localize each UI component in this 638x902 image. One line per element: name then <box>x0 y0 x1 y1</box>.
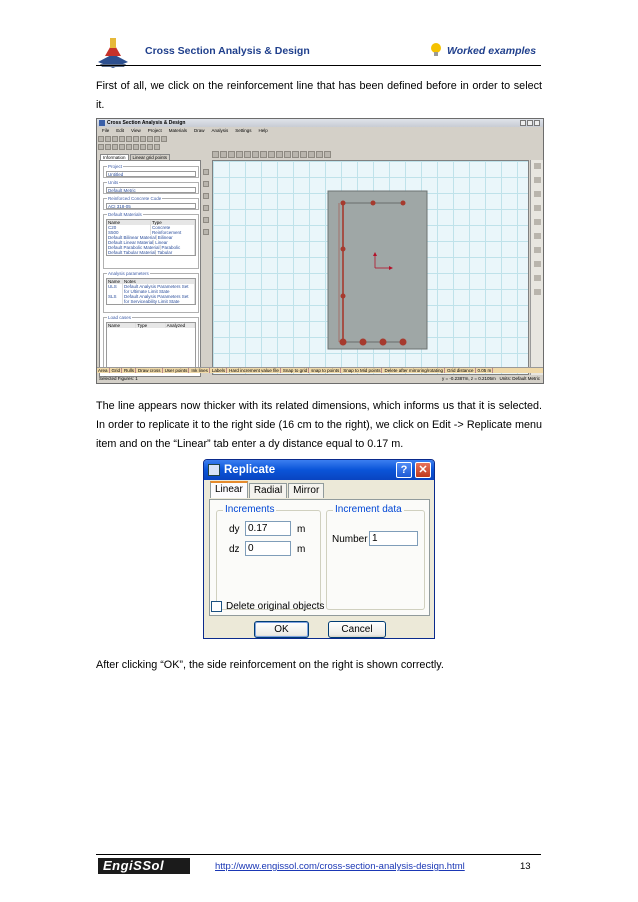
cell: C20 <box>107 225 151 230</box>
dialog-titlebar <box>204 460 434 480</box>
table-row[interactable] <box>107 284 195 294</box>
number-label: Number <box>332 534 368 545</box>
engissol-logo: EngiSSol <box>98 858 190 874</box>
cell: Bilinear <box>157 235 195 240</box>
cell: Default Tabular Material <box>108 250 156 255</box>
rebar <box>371 201 376 206</box>
delete-original-label: Delete original objects <box>226 601 325 612</box>
analysis-group <box>103 273 199 313</box>
app-icon <box>99 120 105 126</box>
rebar <box>380 339 387 346</box>
draw-tool-icon[interactable] <box>244 151 251 158</box>
toolbar-row-2 <box>98 143 160 151</box>
materials-label: Default Materials <box>108 212 142 217</box>
tool-icon[interactable] <box>203 169 209 175</box>
menu-draw[interactable]: Draw <box>194 128 205 133</box>
minimize-icon[interactable] <box>520 120 526 126</box>
tool-icon[interactable] <box>203 193 209 199</box>
increment-data-label: Increment data <box>335 504 402 515</box>
code-group <box>103 198 199 210</box>
side-toolbar <box>203 169 211 241</box>
project-label: Project <box>108 164 123 169</box>
draw-tool-icon[interactable] <box>284 151 291 158</box>
cell: Concrete <box>151 225 195 230</box>
cell: Default Analysis Parameters Set for Serviceability Limit State <box>123 294 195 304</box>
cross-section-drawing <box>213 161 530 376</box>
tool-icon[interactable] <box>203 229 209 235</box>
cell: Default Bilinear Material <box>108 235 156 240</box>
save-icon[interactable] <box>112 136 118 142</box>
analysis-table <box>106 278 196 305</box>
rebar <box>341 201 346 206</box>
canvas-toolbar <box>212 151 331 159</box>
open-icon[interactable] <box>105 136 111 142</box>
help-button[interactable]: ? <box>396 462 412 478</box>
draw-tool-icon[interactable] <box>236 151 243 158</box>
dy-unit: m <box>297 524 306 535</box>
rebar <box>401 201 406 206</box>
dz-input[interactable]: 0 <box>245 541 291 556</box>
zoom-icon[interactable] <box>161 136 167 142</box>
cell: S500 <box>107 230 151 235</box>
tool-icon[interactable] <box>126 144 132 150</box>
tool-icon[interactable] <box>133 144 139 150</box>
rebar <box>360 339 367 346</box>
column-header: Name <box>107 220 151 225</box>
undo-icon[interactable] <box>147 136 153 142</box>
header-section: Worked examples <box>447 45 537 57</box>
cell: Default Parabolic Material <box>108 245 160 250</box>
paste-icon[interactable] <box>140 136 146 142</box>
column-header: Analyzed <box>166 323 195 328</box>
code-label: Reinforced Concrete Code <box>108 196 162 201</box>
materials-group <box>103 214 199 269</box>
app-screenshot <box>96 118 544 384</box>
print-icon[interactable] <box>119 136 125 142</box>
draw-tool-icon[interactable] <box>316 151 323 158</box>
units-field[interactable]: Default Metric <box>106 187 196 193</box>
tool-icon[interactable] <box>534 191 541 197</box>
menu-analysis[interactable]: Analysis <box>211 128 229 133</box>
cell: Default Linear Material <box>108 240 154 245</box>
tool-icon[interactable] <box>140 144 146 150</box>
column-header: Type <box>136 323 165 328</box>
status-ink-lines[interactable]: Ink lines <box>191 368 208 373</box>
status-grid[interactable]: Grid <box>111 368 121 373</box>
tool-icon[interactable] <box>203 205 209 211</box>
cell: ULS <box>107 284 123 294</box>
tab-linear-grid-points[interactable]: Linear grid points <box>130 154 171 161</box>
redo-icon[interactable] <box>154 136 160 142</box>
status-snap-grid[interactable]: Snap to grid <box>282 368 308 373</box>
draw-tool-icon[interactable] <box>228 151 235 158</box>
table-header <box>107 323 195 328</box>
coordinates: y = -0.2387m, z = 0.2105m <box>441 376 496 381</box>
dy-input[interactable]: 0.17 <box>245 521 291 536</box>
tool-icon[interactable] <box>203 181 209 187</box>
tool-icon[interactable] <box>154 144 160 150</box>
footer-link[interactable]: http://www.engissol.com/cross-section-analysis-design.html <box>215 861 465 872</box>
dialog-title: Replicate <box>224 464 276 476</box>
column-header: Type <box>151 220 195 225</box>
tool-icon[interactable] <box>534 219 541 225</box>
draw-tool-icon[interactable] <box>324 151 331 158</box>
draw-tool-icon[interactable] <box>300 151 307 158</box>
increment-data-group <box>326 504 425 610</box>
code-field[interactable]: ACI 318-05 <box>106 203 196 209</box>
project-group <box>103 166 199 178</box>
dz-unit: m <box>297 544 306 555</box>
paragraph-intro: First of all, we click on the reinforcement line that has been defined before in order to select it. <box>96 80 542 111</box>
units-status: Units: Default Metric <box>499 376 540 381</box>
cell: SLS <box>107 294 123 304</box>
number-input[interactable]: 1 <box>369 531 418 546</box>
paragraph-result: After clicking “OK”, the side reinforcement on the right is shown correctly. <box>96 659 444 671</box>
tool-icon[interactable] <box>112 144 118 150</box>
status-bar <box>97 375 543 383</box>
table-row[interactable] <box>107 250 195 255</box>
draw-tool-icon[interactable] <box>276 151 283 158</box>
menu-help[interactable]: Help <box>258 128 268 133</box>
draw-tool-icon[interactable] <box>268 151 275 158</box>
column-header: Name <box>107 279 123 284</box>
menu-materials[interactable]: Materials <box>168 128 187 133</box>
tool-icon[interactable] <box>534 275 541 281</box>
rebar <box>340 339 347 346</box>
units-group <box>103 182 199 194</box>
analysis-label: Analysis parameters <box>108 271 149 276</box>
tool-icon[interactable] <box>105 144 111 150</box>
draw-tool-icon[interactable] <box>220 151 227 158</box>
draw-tool-icon[interactable] <box>260 151 267 158</box>
information-panel <box>99 155 201 377</box>
tool-icon[interactable] <box>147 144 153 150</box>
status-increment[interactable]: Hard increment value file <box>229 368 279 373</box>
project-field[interactable]: Untitled <box>106 171 196 177</box>
status-user-points[interactable]: User points <box>164 368 188 373</box>
draw-tool-icon[interactable] <box>252 151 259 158</box>
menu-file[interactable]: File <box>102 128 110 133</box>
menu-edit[interactable]: Edit <box>116 128 125 133</box>
rebar <box>341 294 346 299</box>
status-rulls[interactable]: Rulls <box>124 368 135 373</box>
status-draw-cross[interactable]: Draw cross <box>138 368 161 373</box>
header-rule <box>96 65 541 66</box>
increments-label: Increments <box>225 504 275 515</box>
right-toolbar <box>530 160 543 375</box>
tool-icon[interactable] <box>534 163 541 169</box>
panel-tabs <box>100 154 170 161</box>
tool-icon[interactable] <box>534 261 541 267</box>
tool-icon[interactable] <box>534 289 541 295</box>
app-titlebar <box>97 119 543 127</box>
status-labels[interactable]: Labels <box>211 368 226 373</box>
app-title: Cross Section Analysis & Design <box>107 120 186 126</box>
load-cases-label: Load cases <box>108 315 132 320</box>
status-delete-after[interactable]: Delete after mirroring/rotating <box>384 368 444 373</box>
load-cases-group <box>103 317 199 371</box>
tool-icon[interactable] <box>203 217 209 223</box>
cancel-button[interactable]: Cancel <box>328 621 386 638</box>
menu-view[interactable]: View <box>131 128 141 133</box>
snap-status-bar <box>97 367 543 373</box>
lightbulb-icon <box>430 42 442 58</box>
delete-original-checkbox[interactable] <box>211 601 222 612</box>
footer-rule <box>96 854 541 855</box>
coordinates-readout <box>442 375 540 383</box>
page-number: 13 <box>520 861 531 872</box>
cell: Default Analysis Parameters Set for Ultimate Limit State <box>123 284 195 294</box>
toolbar-row-1 <box>98 135 167 143</box>
status-grid-distance: Grid distance <box>447 368 474 373</box>
tool-icon[interactable] <box>534 205 541 211</box>
tool-icon[interactable] <box>534 233 541 239</box>
close-button[interactable]: ✕ <box>415 462 431 478</box>
paragraph-replicate: The line appears now thicker with its related dimensions, which informs us that it is selected. In order to replicate it to the right side (16 cm to the right), we click on Edit -> Replicate menu item and on the “Linear” tab enter a dy distance equal to 0.17 m. <box>96 400 542 450</box>
tool-icon[interactable] <box>534 177 541 183</box>
tab-mirror[interactable]: Mirror <box>288 483 324 498</box>
tab-information[interactable]: Information <box>100 154 129 161</box>
column-header: Notes <box>123 279 195 284</box>
tool-icon[interactable] <box>98 144 104 150</box>
status-snap-mid[interactable]: Snap to Mid points <box>343 368 381 373</box>
cut-icon[interactable] <box>126 136 132 142</box>
copy-icon[interactable] <box>133 136 139 142</box>
tab-radial[interactable]: Radial <box>249 483 287 498</box>
close-icon[interactable] <box>534 120 540 126</box>
ok-button[interactable]: OK <box>254 621 309 638</box>
selected-figures: Selected Figures: 1 <box>99 376 138 381</box>
column-header: Name <box>107 323 136 328</box>
tab-linear[interactable]: Linear <box>210 481 248 498</box>
replicate-dialog <box>203 459 435 639</box>
status-area[interactable]: Area <box>98 368 108 373</box>
units-label: Units <box>108 180 119 185</box>
linear-tab-panel <box>209 499 430 616</box>
draw-tool-icon[interactable] <box>308 151 315 158</box>
menu-project[interactable]: Project <box>147 128 162 133</box>
tool-icon[interactable] <box>534 247 541 253</box>
new-icon[interactable] <box>98 136 104 142</box>
increments-group <box>216 504 321 610</box>
cell: Parabolic <box>161 245 195 250</box>
draw-tool-icon[interactable] <box>292 151 299 158</box>
dialog-icon <box>208 464 220 476</box>
cell: Tabular <box>156 250 195 255</box>
materials-table <box>106 219 196 256</box>
drawing-canvas[interactable] <box>212 160 529 375</box>
dz-label: dz <box>229 544 240 555</box>
tool-icon[interactable] <box>119 144 125 150</box>
header-title: Cross Section Analysis & Design <box>145 45 310 57</box>
rebar <box>341 247 346 252</box>
rebar <box>400 339 407 346</box>
dy-label: dy <box>229 524 240 535</box>
dialog-tabs <box>210 483 325 498</box>
maximize-icon[interactable] <box>527 120 533 126</box>
cell: Linear <box>154 240 195 245</box>
load-cases-table <box>106 322 196 368</box>
menu-settings[interactable]: Settings <box>235 128 252 133</box>
status-snap-points[interactable]: snap to points <box>311 368 340 373</box>
status-grid-distance-value[interactable]: 0.05 m <box>477 368 492 373</box>
table-row[interactable] <box>107 294 195 304</box>
draw-tool-icon[interactable] <box>212 151 219 158</box>
cell: Reinforcement <box>151 230 195 235</box>
app-menubar <box>97 127 543 135</box>
